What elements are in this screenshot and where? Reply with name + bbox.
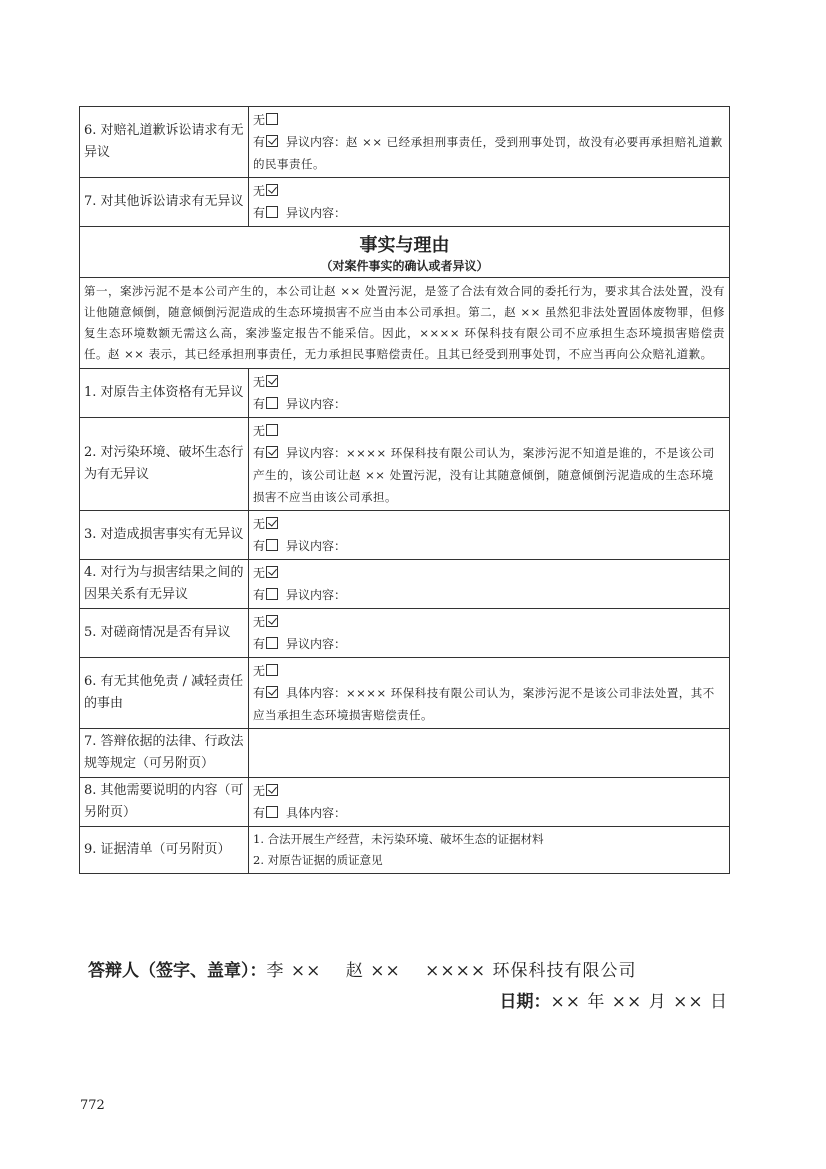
question-label: 4. 对行为与损害结果之间的因果关系有无异议 xyxy=(80,560,249,609)
question-label: 2. 对污染环境、破坏生态行为有无异议 xyxy=(80,418,249,511)
option-has xyxy=(253,682,725,726)
date-value: ×× 年 ×× 月 ×× 日 xyxy=(550,992,728,1012)
other-notes-row xyxy=(80,778,730,827)
detail-label: 异议内容： xyxy=(286,637,347,651)
checkbox-checked-icon[interactable] xyxy=(266,784,278,796)
legal-basis-row xyxy=(80,729,730,778)
option-none xyxy=(253,109,725,131)
question-options xyxy=(249,658,730,729)
bottom-rows xyxy=(80,369,730,729)
option-none xyxy=(253,780,725,802)
legal-basis-content xyxy=(249,729,730,778)
option-has xyxy=(253,202,725,224)
option-has xyxy=(253,633,725,655)
signature-value: 李 ×× 赵 ×× ×××× 环保科技有限公司 xyxy=(266,961,637,981)
checkbox-empty-icon[interactable] xyxy=(266,806,278,818)
question-label: 5. 对磋商情况是否有异议 xyxy=(80,609,249,658)
option-has-label: 有 xyxy=(253,446,266,460)
signature-line xyxy=(88,956,728,981)
checkbox-checked-icon[interactable] xyxy=(266,686,278,698)
detail-label: 异议内容： xyxy=(286,397,347,411)
detail-text: 赵 ×× 已经承担刑事责任，受到刑事处罚，故没有必要再承担赔礼道歉的民事责任。 xyxy=(253,135,723,171)
tail-rows xyxy=(80,729,730,874)
detail-label: 异议内容： xyxy=(286,446,347,460)
facts-section xyxy=(80,227,730,369)
checkbox-empty-icon[interactable] xyxy=(266,637,278,649)
facts-paragraph: 第一，案涉污泥不是本公司产生的，本公司让赵 ×× 处置污泥，是签了合法有效合同的委托行为，要求其合法处置，没有让他随意倾倒，随意倾倒污泥造成的生态环境损害不应当由本公司承担。第二，赵 ×× 虽然犯非法处置固体废物罪，但修复生态环境数额无需这么高，案涉鉴定报告不能采信。因此，×××× 环保科技有限公司不应承担生态环境损害赔偿责任。赵 ×× 表示，其已经承担刑事责任，无力承担民事赔偿责任。且其已经受到刑事处罚，不应当再向公众赔礼道歉。 xyxy=(80,278,730,369)
question-options xyxy=(249,560,730,609)
section-title: 事实与理由 xyxy=(359,235,450,256)
legal-basis-label: 7. 答辩依据的法律、行政法规等规定（可另附页） xyxy=(80,729,249,778)
option-has xyxy=(253,393,725,415)
checkbox-checked-icon[interactable] xyxy=(266,517,278,529)
question-options xyxy=(249,609,730,658)
question-row xyxy=(80,178,730,227)
option-has-label: 有 xyxy=(253,686,266,700)
option-none-label: 无 xyxy=(253,375,266,389)
section-header xyxy=(80,227,730,278)
option-has xyxy=(253,535,725,557)
evidence-list xyxy=(249,827,730,874)
detail-label: 异议内容： xyxy=(286,588,347,602)
question-options xyxy=(249,178,730,227)
checkbox-empty-icon[interactable] xyxy=(266,206,278,218)
evidence-item: 2. 对原告证据的质证意见 xyxy=(253,853,383,867)
checkbox-empty-icon[interactable] xyxy=(266,664,278,676)
top-rows xyxy=(80,107,730,227)
option-has xyxy=(253,802,725,824)
question-label: 6. 有无其他免责 / 减轻责任的事由 xyxy=(80,658,249,729)
option-none-label: 无 xyxy=(253,517,266,531)
evidence-label: 9. 证据清单（可另附页） xyxy=(80,827,249,874)
checkbox-empty-icon[interactable] xyxy=(266,424,278,436)
detail-label: 具体内容： xyxy=(286,806,347,820)
question-row xyxy=(80,560,730,609)
question-label: 6. 对赔礼道歉诉讼请求有无异议 xyxy=(80,107,249,178)
question-row xyxy=(80,658,730,729)
option-has-label: 有 xyxy=(253,135,266,149)
option-has xyxy=(253,442,725,508)
option-has xyxy=(253,584,725,606)
question-label: 3. 对造成损害事实有无异议 xyxy=(80,511,249,560)
question-row xyxy=(80,369,730,418)
option-has-label: 有 xyxy=(253,397,266,411)
option-none-label: 无 xyxy=(253,113,266,127)
detail-label: 异议内容： xyxy=(286,206,347,220)
option-none xyxy=(253,420,725,442)
option-none xyxy=(253,660,725,682)
question-options xyxy=(249,511,730,560)
detail-label: 异议内容： xyxy=(286,135,347,149)
question-label: 1. 对原告主体资格有无异议 xyxy=(80,369,249,418)
option-none-label: 无 xyxy=(253,784,266,798)
option-has-label: 有 xyxy=(253,206,266,220)
option-none xyxy=(253,180,725,202)
checkbox-checked-icon[interactable] xyxy=(266,446,278,458)
option-none xyxy=(253,611,725,633)
checkbox-checked-icon[interactable] xyxy=(266,184,278,196)
question-row xyxy=(80,107,730,178)
option-none xyxy=(253,513,725,535)
option-none xyxy=(253,562,725,584)
option-none xyxy=(253,371,725,393)
option-none-label: 无 xyxy=(253,424,266,438)
checkbox-empty-icon[interactable] xyxy=(266,539,278,551)
checkbox-empty-icon[interactable] xyxy=(266,588,278,600)
defense-form-table xyxy=(79,106,730,874)
checkbox-empty-icon[interactable] xyxy=(266,397,278,409)
checkbox-checked-icon[interactable] xyxy=(266,615,278,627)
option-none-label: 无 xyxy=(253,615,266,629)
checkbox-checked-icon[interactable] xyxy=(266,566,278,578)
other-notes-label: 8. 其他需要说明的内容（可另附页） xyxy=(80,778,249,827)
question-options xyxy=(249,107,730,178)
option-none-label: 无 xyxy=(253,184,266,198)
question-row xyxy=(80,511,730,560)
question-options xyxy=(249,369,730,418)
other-notes-options xyxy=(249,778,730,827)
detail-label: 异议内容： xyxy=(286,539,347,553)
signature-label: 答辩人（签字、盖章）： xyxy=(88,961,267,981)
question-row xyxy=(80,418,730,511)
evidence-row xyxy=(80,827,730,874)
question-row xyxy=(80,609,730,658)
date-label: 日期： xyxy=(499,992,551,1012)
option-has xyxy=(253,131,725,175)
question-options xyxy=(249,418,730,511)
option-has-label: 有 xyxy=(253,539,266,553)
checkbox-checked-icon[interactable] xyxy=(266,135,278,147)
detail-text: ×××× 环保科技有限公司认为，案涉污泥不知道是谁的，不是该公司产生的，该公司让赵 ×× 处置污泥，没有让其随意倾倒，随意倾倒污泥造成的生态环境损害不应当由该公司承担。 xyxy=(253,446,715,504)
checkbox-checked-icon[interactable] xyxy=(266,375,278,387)
option-has-label: 有 xyxy=(253,806,266,820)
option-has-label: 有 xyxy=(253,588,266,602)
page-number: 772 xyxy=(80,1098,105,1113)
option-none-label: 无 xyxy=(253,664,266,678)
option-has-label: 有 xyxy=(253,637,266,651)
checkbox-empty-icon[interactable] xyxy=(266,113,278,125)
date-line xyxy=(500,987,728,1012)
question-label: 7. 对其他诉讼请求有无异议 xyxy=(80,178,249,227)
section-subtitle: （对案件事实的确认或者异议） xyxy=(320,259,489,273)
evidence-item: 1. 合法开展生产经营，未污染环境、破坏生态的证据材料 xyxy=(253,832,544,846)
detail-label: 具体内容： xyxy=(286,686,347,700)
detail-text: ×××× 环保科技有限公司认为，案涉污泥不是该公司非法处置，其不应当承担生态环境损害赔偿责任。 xyxy=(253,686,715,722)
option-none-label: 无 xyxy=(253,566,266,580)
